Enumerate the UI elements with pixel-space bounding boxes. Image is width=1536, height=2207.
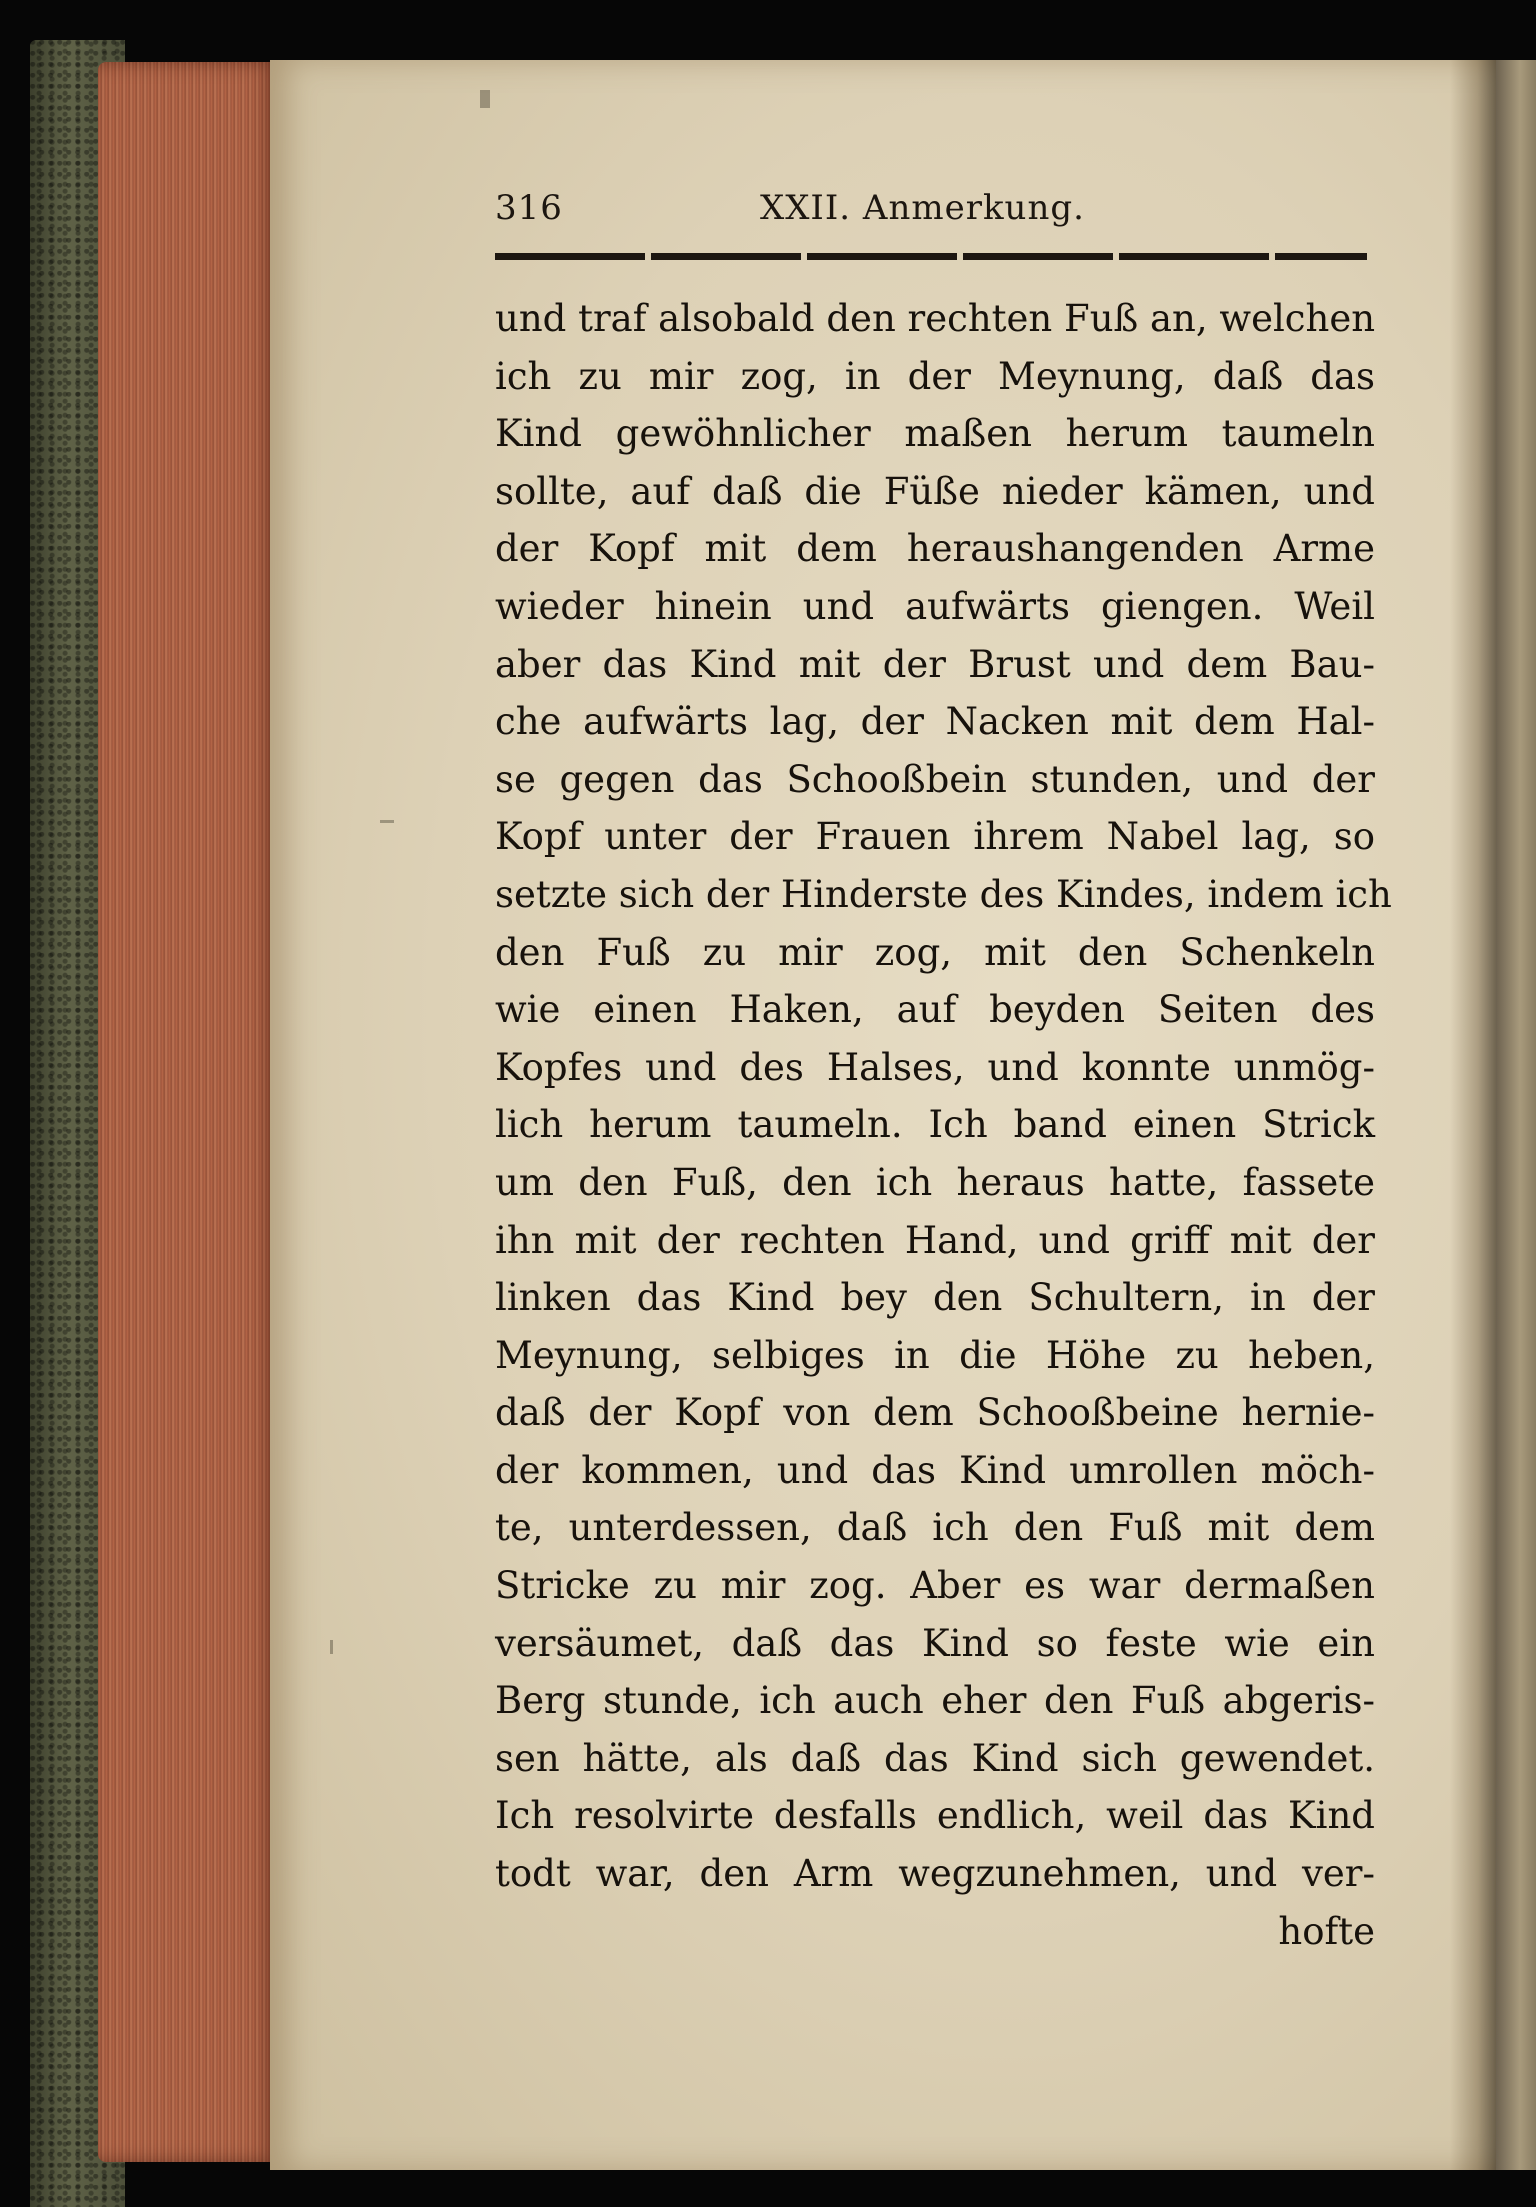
text-line: aber das Kind mit der Brust und dem Bau- xyxy=(495,642,1375,686)
text-line: sen hätte, als daß das Kind sich gewendet. xyxy=(495,1736,1375,1780)
page-edges xyxy=(98,62,278,2162)
text-line: setzte sich der Hinderste des Kindes, indem ich xyxy=(495,872,1392,916)
text-line: und traf alsobald den rechten Fuß an, welchen xyxy=(495,297,1376,340)
body-text xyxy=(495,290,1392,1960)
running-head-title: XXII. Anmerkung. xyxy=(760,188,1085,228)
text-line: che aufwärts lag, der Nacken mit dem Hal- xyxy=(495,700,1375,744)
text-line: daß der Kopf von dem Schooßbeine hernie- xyxy=(495,1391,1375,1435)
gutter-shadow xyxy=(1450,60,1496,2170)
text-line: versäumet, daß das Kind so feste wie ein xyxy=(495,1621,1375,1665)
text-line: Berg stunde, ich auch eher den Fuß abgeris- xyxy=(495,1679,1375,1723)
text-line: den Fuß zu mir zog, mit den Schenkeln xyxy=(495,930,1375,974)
text-line: todt war, den Arm wegzunehmen, und ver- xyxy=(495,1852,1375,1896)
text-line: ihn mit der rechten Hand, und griff mit der xyxy=(495,1218,1375,1262)
page-speck xyxy=(330,1640,333,1654)
text-line: ich zu mir zog, in der Meynung, daß das xyxy=(495,354,1375,398)
text-line: Ich resolvirte desfalls endlich, weil das Kind xyxy=(495,1794,1375,1838)
page-speck xyxy=(480,90,490,108)
text-line: Stricke zu mir zog. Aber es war dermaßen xyxy=(495,1564,1375,1608)
text-line: Kopf unter der Frauen ihrem Nabel lag, so xyxy=(495,815,1375,859)
text-line: lich herum taumeln. Ich band einen Strick xyxy=(495,1103,1375,1147)
text-line: wie einen Haken, auf beyden Seiten des xyxy=(495,988,1375,1032)
page-number: 316 xyxy=(495,188,563,228)
catchword: hofte xyxy=(1278,1909,1375,1953)
text-line: Kopfes und des Halses, und konnte unmög- xyxy=(495,1045,1375,1089)
text-line: Kind gewöhnlicher maßen herum taumeln xyxy=(495,412,1375,456)
text-line: der kommen, und das Kind umrollen möch- xyxy=(495,1448,1375,1492)
text-line: wieder hinein und aufwärts giengen. Weil xyxy=(495,584,1375,628)
text-line: Meynung, selbiges in die Höhe zu heben, xyxy=(495,1333,1375,1377)
text-line: linken das Kind bey den Schultern, in der xyxy=(495,1276,1375,1320)
text-line: te, unterdessen, daß ich den Fuß mit dem xyxy=(495,1506,1375,1550)
text-line: se gegen das Schooßbein stunden, und der xyxy=(495,757,1375,801)
page-speck xyxy=(380,820,394,823)
header-rule xyxy=(495,253,1367,260)
text-line: sollte, auf daß die Füße nieder kämen, und xyxy=(495,469,1375,513)
facing-page-edge xyxy=(1496,60,1536,2170)
text-line: der Kopf mit dem heraushangenden Arme xyxy=(495,527,1375,571)
text-line: um den Fuß, den ich heraus hatte, fassete xyxy=(495,1160,1375,1204)
running-head xyxy=(495,188,1375,238)
